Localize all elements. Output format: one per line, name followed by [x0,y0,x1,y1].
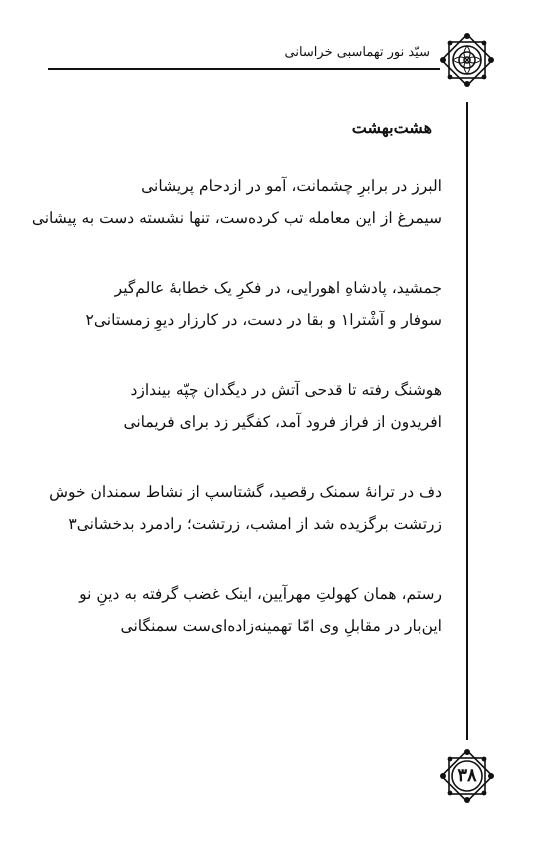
verse-line: زرتشت برگزیده شد از امشب، زرتشت؛ رادمرد بدخشانی۳ [68,515,442,533]
page-number: ۳۸ [457,765,477,786]
stanza [60,374,442,438]
verse-line: البرز در برابرِ چشمانت، آمو در ازدحام پریشانی [141,177,442,195]
verse-line: افریدون از فراز فرود آمد، کفگیر زد برای فریمانی [123,413,442,431]
stanza [31,170,442,234]
header-rule [48,68,440,70]
stanza [60,578,442,642]
verse-line: رستم، همان کهولتِ مهرآیین، اینک غضب گرفته به دینِ نو [79,585,442,603]
verse-line: دف در ترانهٔ سمنک رقصید، گشتاسپ از نشاط سمندان خوش [49,483,442,501]
margin-rule [466,102,468,740]
verse-line: هوشنگ رفته تا قدحی آتش در دیگدان چپّه بیندازد [130,381,442,399]
poem-title: هشت‌بهشت [351,118,432,137]
top-star-ornament-icon [435,28,499,92]
poem-body [31,170,442,680]
stanza [49,476,442,540]
stanza [60,272,442,336]
verse-line: سوفار و آشْترا۱ و بقا در دست، در کارزار دیوِ زمستانی۲ [85,311,442,329]
verse-line: جمشید، پادشاهِ اهورایی، در فکرِ یک خطابهٔ عالم‌گیر [114,279,442,297]
verse-line: این‌بار در مقابلِ وی امّا تهمینه‌زاده‌ای‌ست سمنگانی [120,617,442,635]
running-header-author: سیّد نور تهماسبی خراسانی [284,45,430,60]
verse-line: سیمرغ از این معامله تب کرده‌ست، تنها نشسته دست به پیشانی [31,209,442,227]
